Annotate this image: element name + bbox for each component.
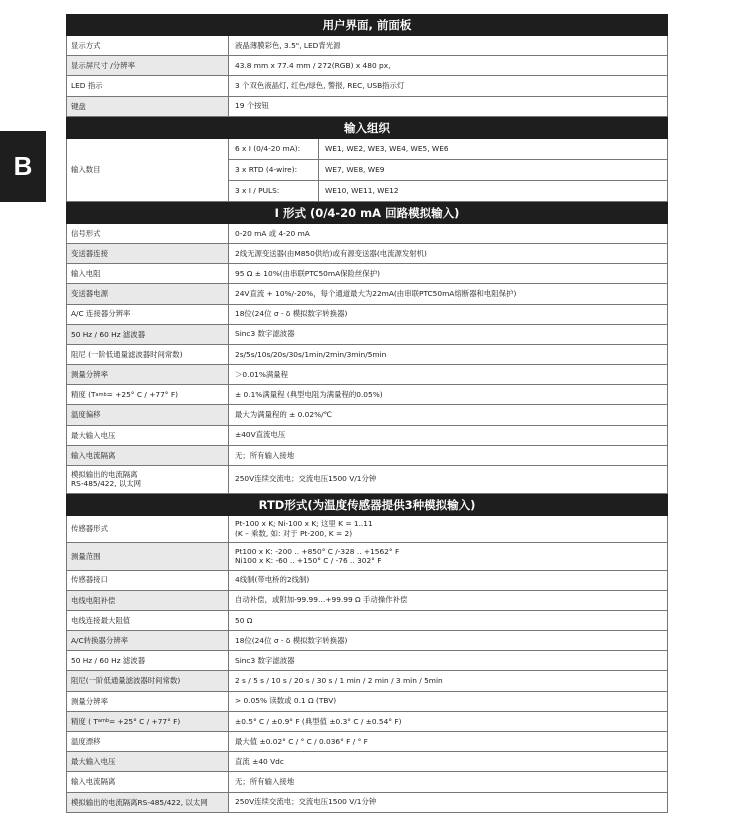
spec-row	[66, 305, 668, 325]
spec-label: 输入电流隔离	[67, 772, 229, 791]
section-header: 输入组织	[66, 117, 668, 139]
spec-label: 变送器电源	[67, 284, 229, 303]
sub-key: 6 x I (0/4-20 mA):	[229, 139, 319, 159]
spec-label: 50 Hz / 60 Hz 滤波器	[67, 325, 229, 344]
spec-value: 最大值 ±0.02° C / ° C / 0.036° F / ° F	[229, 732, 667, 751]
spec-value: 2线无源变送器(由M850供给)或有源变送器(电流源发射机)	[229, 244, 667, 263]
spec-label: 输入电阻	[67, 264, 229, 283]
section-tab-b: B	[0, 131, 46, 202]
spec-label: 模拟输出的电流隔离RS-485/422, 以太网	[67, 793, 229, 812]
spec-label: 传感器接口	[67, 571, 229, 590]
spec-value: 2s/5s/10s/20s/30s/1min/2min/3min/5min	[229, 345, 667, 364]
spec-label: 温度漂移	[67, 732, 229, 751]
spec-value: 0-20 mA 或 4-20 mA	[229, 224, 667, 243]
spec-value: 18位(24位 σ - δ 模拟数字转换器)	[229, 305, 667, 324]
spec-label: 最大输入电压	[67, 426, 229, 445]
spec-value: 3 个双色液晶灯, 红色/绿色, 警报, REC, USB指示灯	[229, 76, 667, 95]
subscript: amb	[97, 718, 109, 725]
subscript: amb	[95, 391, 107, 398]
spec-row	[66, 651, 668, 671]
spec-value: Sinc3 数字滤波器	[229, 651, 667, 670]
spec-label: 模拟输出的电流隔离 RS-485/422, 以太网	[67, 466, 229, 493]
spec-row	[66, 466, 668, 494]
spec-row	[66, 712, 668, 732]
spec-label: LED 指示	[67, 76, 229, 95]
spec-value: 250V连续交流电；交流电压1500 V/1分钟	[229, 466, 667, 493]
spec-label: 传感器形式	[67, 516, 229, 543]
spec-row	[66, 36, 668, 56]
spec-label: 输入电流隔离	[67, 446, 229, 465]
spec-value: Pt100 x K: -200 .. +850° C /-328 .. +1562° F Ni100 x K: -60 .. +150° C / -76 .. 302° F	[229, 543, 667, 570]
spec-row	[66, 591, 668, 611]
spec-label: 键盘	[67, 97, 229, 116]
spec-label: 显示屏尺寸 /分辨率	[67, 56, 229, 75]
spec-label: 温度偏移	[67, 405, 229, 424]
spec-value: 19 个按钮	[229, 97, 667, 116]
spec-label: 最大输入电压	[67, 752, 229, 771]
sub-key: 3 x I / PULS:	[229, 181, 319, 201]
sub-row	[229, 181, 667, 201]
spec-label: 阻尼 (一阶低通量滤波器时间常数)	[67, 345, 229, 364]
spec-row	[66, 405, 668, 425]
spec-row	[66, 611, 668, 631]
sub-row	[229, 160, 667, 181]
spec-row	[66, 76, 668, 96]
spec-label: A/C 连接器分辨率	[67, 305, 229, 324]
spec-row	[66, 631, 668, 651]
spec-row	[66, 284, 668, 304]
spec-row	[66, 264, 668, 284]
spec-label: 测量范围	[67, 543, 229, 570]
spec-row	[66, 516, 668, 544]
spec-value: 自动补偿，或附加-99.99…+99.99 Ω 手动操作补偿	[229, 591, 667, 610]
spec-table	[66, 14, 668, 813]
spec-value: 无；所有输入接地	[229, 446, 667, 465]
section-header: RTD形式(为温度传感器提供3种模拟输入)	[66, 494, 668, 516]
spec-value: 250V连续交流电；交流电压1500 V/1分钟	[229, 793, 667, 812]
spec-value: 50 Ω	[229, 611, 667, 630]
spec-row	[66, 224, 668, 244]
spec-row	[66, 732, 668, 752]
spec-value: ＞0.01%满量程	[229, 365, 667, 384]
spec-value: 液晶薄膜彩色, 3.5", LED背光源	[229, 36, 667, 55]
spec-label: 精度 ( T amb = +25° C / +77° F)	[67, 712, 229, 731]
spec-value: ±40V直流电压	[229, 426, 667, 445]
spec-value: 直流 ±40 Vdc	[229, 752, 667, 771]
spec-value: ±0.5° C / ±0.9° F (典型值 ±0.3° C / ±0.54° F)	[229, 712, 667, 731]
spec-label: A/C转换器分辨率	[67, 631, 229, 650]
spec-row	[66, 772, 668, 792]
spec-row	[66, 793, 668, 813]
spec-label: 显示方式	[67, 36, 229, 55]
spec-value: 95 Ω ± 10%(由串联PTC50mA保险丝保护)	[229, 264, 667, 283]
spec-label: 测量分辨率	[67, 692, 229, 711]
spec-row	[66, 244, 668, 264]
spec-row	[66, 56, 668, 76]
spec-row	[66, 139, 668, 202]
spec-row	[66, 671, 668, 691]
spec-label: 输入数目	[67, 139, 229, 201]
spec-label: 阻尼(一阶低通量滤波器时间常数)	[67, 671, 229, 690]
sub-value: WE1, WE2, WE3, WE4, WE5, WE6	[325, 144, 449, 154]
sub-value: WE7, WE8, WE9	[325, 165, 385, 175]
spec-label: 电线连接最大阻值	[67, 611, 229, 630]
spec-row	[66, 97, 668, 117]
spec-row	[66, 345, 668, 365]
section-header: I 形式 (0/4-20 mA 回路模拟输入)	[66, 202, 668, 224]
spec-value: 最大为满量程的 ± 0.02%/℃	[229, 405, 667, 424]
spec-value: Pt-100 x K; Ni-100 x K; 这里 K = 1..11 (K – 乘数, 如: 对于 Pt-200, K = 2)	[229, 516, 667, 543]
spec-row	[66, 426, 668, 446]
spec-label: 电线电阻补偿	[67, 591, 229, 610]
spec-row	[66, 571, 668, 591]
spec-row	[66, 446, 668, 466]
spec-row	[66, 752, 668, 772]
spec-value: Sinc3 数字滤波器	[229, 325, 667, 344]
spec-value: > 0.05% 读数或 0.1 Ω (TBV)	[229, 692, 667, 711]
spec-label: 测量分辨率	[67, 365, 229, 384]
sub-value: WE10, WE11, WE12	[325, 186, 399, 196]
spec-row	[66, 365, 668, 385]
sub-key: 3 x RTD (4-wire):	[229, 160, 319, 180]
spec-row	[66, 385, 668, 405]
spec-value: 2 s / 5 s / 10 s / 20 s / 30 s / 1 min / 2 min / 3 min / 5min	[229, 671, 667, 690]
spec-value: 4线制(带电桥的2线制)	[229, 571, 667, 590]
spec-label: 50 Hz / 60 Hz 滤波器	[67, 651, 229, 670]
spec-value: 18位(24位 σ - δ 模拟数字转换器)	[229, 631, 667, 650]
spec-value: 24V直流 + 10%/-20%，每个通道最大为22mA(由串联PTC50mA熔断器和电阻保护)	[229, 284, 667, 303]
spec-value: ± 0.1%满量程 (典型电阻为满量程的0.05%)	[229, 385, 667, 404]
section-header: 用户界面, 前面板	[66, 14, 668, 36]
spec-row	[66, 543, 668, 571]
sub-row	[229, 139, 667, 160]
spec-value: 无；所有输入接地	[229, 772, 667, 791]
spec-row	[66, 325, 668, 345]
spec-row	[66, 692, 668, 712]
spec-label: 精度 (T amb = +25° C / +77° F)	[67, 385, 229, 404]
spec-label: 变送器连接	[67, 244, 229, 263]
spec-value: 43.8 mm x 77.4 mm / 272(RGB) x 480 px,	[229, 56, 667, 75]
spec-label: 信号形式	[67, 224, 229, 243]
sub-table	[229, 139, 667, 201]
